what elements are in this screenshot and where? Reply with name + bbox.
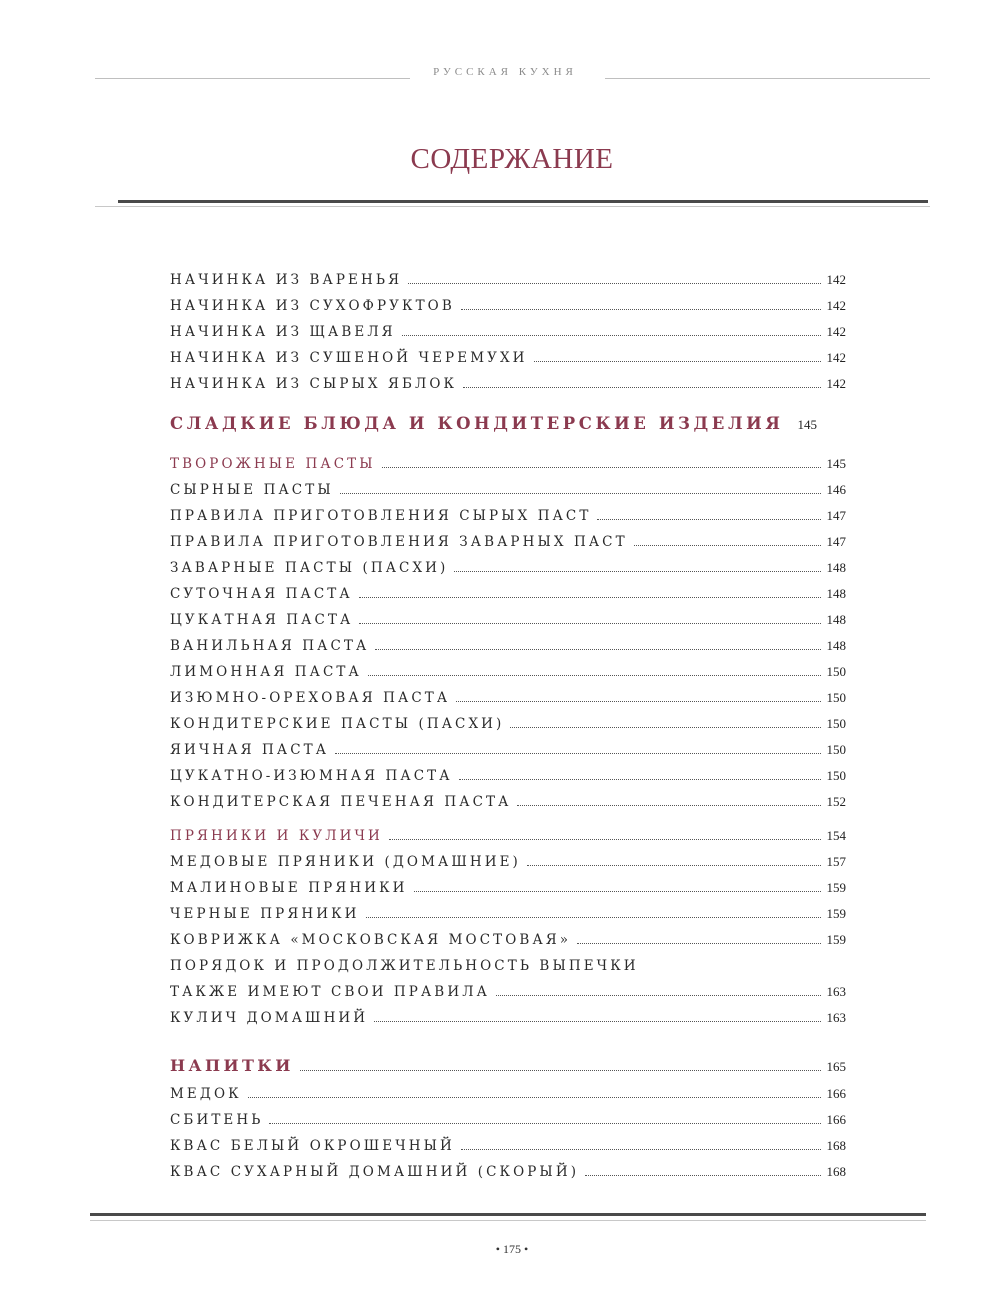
leader-dots [248, 1097, 821, 1098]
leader-dots [454, 571, 820, 572]
footer-rule [90, 1213, 926, 1216]
toc-entry-page: 150 [826, 716, 846, 731]
header-rule-left [95, 78, 410, 79]
leader-dots [461, 1149, 821, 1150]
table-of-contents [170, 272, 846, 1190]
toc-entry[interactable] [170, 1112, 846, 1138]
toc-entry-page: 146 [826, 482, 846, 497]
toc-entry-label: КВАС СУХАРНЫЙ ДОМАШНИЙ (СКОРЫЙ) [170, 1164, 580, 1180]
toc-entry[interactable] [170, 1010, 846, 1036]
toc-entry-page: 148 [826, 638, 846, 653]
toc-entry-label: ЗАВАРНЫЕ ПАСТЫ (ПАСХИ) [170, 560, 449, 576]
toc-entry[interactable] [170, 586, 846, 612]
leader-dots [577, 943, 820, 944]
toc-entry-page: 163 [826, 984, 846, 999]
toc-entry[interactable] [170, 298, 846, 324]
leader-dots [463, 387, 820, 388]
leader-dots [510, 727, 820, 728]
toc-entry-label: ВАНИЛЬНАЯ ПАСТА [170, 638, 370, 654]
toc-entry[interactable] [170, 612, 846, 638]
toc-entry-page: 157 [826, 854, 846, 869]
toc-entry-page: 168 [826, 1164, 846, 1179]
toc-entry-page: 150 [826, 742, 846, 757]
toc-entry[interactable] [170, 664, 846, 690]
toc-entry-page: 142 [826, 350, 846, 365]
page-title: СОДЕРЖАНИЕ [410, 143, 614, 175]
toc-entry[interactable] [170, 534, 846, 560]
toc-entry[interactable] [170, 638, 846, 664]
toc-section-label: НАПИТКИ [170, 1056, 294, 1075]
toc-entry[interactable] [170, 482, 846, 508]
toc-entry-page: 150 [826, 690, 846, 705]
title-rule [118, 200, 928, 203]
leader-dots [382, 467, 821, 468]
leader-dots [527, 865, 821, 866]
toc-entry[interactable] [170, 794, 846, 820]
toc-entry[interactable] [170, 1086, 846, 1112]
leader-dots [359, 597, 821, 598]
toc-entry[interactable] [170, 768, 846, 794]
toc-subsection-gingerbread[interactable] [170, 828, 846, 854]
toc-entry-label: ЦУКАТНО-ИЗЮМНАЯ ПАСТА [170, 768, 453, 784]
toc-entry-label: НАЧИНКА ИЗ ЩАВЕЛЯ [170, 324, 396, 340]
leader-dots [461, 309, 821, 310]
footer-rule-thin [90, 1220, 926, 1221]
toc-entry-label: ПРАВИЛА ПРИГОТОВЛЕНИЯ СЫРЫХ ПАСТ [170, 508, 592, 524]
leader-dots [456, 701, 820, 702]
toc-entry-page: 147 [826, 534, 846, 549]
toc-entry-label: МЕДОВЫЕ ПРЯНИКИ (ДОМАШНИЕ) [170, 854, 521, 870]
toc-entry-label: КУЛИЧ ДОМАШНИЙ [170, 1010, 369, 1026]
leader-dots [269, 1123, 820, 1124]
toc-entry-page: 148 [826, 612, 846, 627]
toc-entry-label: СБИТЕНЬ [170, 1112, 264, 1128]
leader-dots [340, 493, 821, 494]
toc-entry-label: КОВРИЖКА «МОСКОВСКАЯ МОСТОВАЯ» [170, 932, 572, 948]
toc-entry-page: 142 [826, 324, 846, 339]
leader-dots [414, 891, 821, 892]
toc-subsection-label: ТВОРОЖНЫЕ ПАСТЫ [170, 456, 376, 472]
toc-entry-label: МАЛИНОВЫЕ ПРЯНИКИ [170, 880, 408, 896]
toc-entry[interactable] [170, 716, 846, 742]
toc-entry[interactable] [170, 376, 846, 402]
toc-section-page: 165 [826, 1059, 846, 1074]
toc-entry-page: 147 [826, 508, 846, 523]
toc-entry-label: НАЧИНКА ИЗ СЫРЫХ ЯБЛОК [170, 376, 458, 392]
title-rule-thin [95, 206, 930, 207]
toc-entry-label: КВАС БЕЛЫЙ ОКРОШЕЧНЫЙ [170, 1138, 455, 1154]
toc-entry-label: ЛИМОННАЯ ПАСТА [170, 664, 362, 680]
toc-entry-line1[interactable] [170, 958, 846, 984]
leader-dots [517, 805, 820, 806]
toc-entry-page: 148 [826, 586, 846, 601]
toc-section-page: 145 [797, 417, 817, 432]
header-rule-right [605, 78, 930, 79]
toc-entry[interactable] [170, 324, 846, 350]
toc-entry-page: 152 [826, 794, 846, 809]
leader-dots [585, 1175, 820, 1176]
toc-entry[interactable] [170, 560, 846, 586]
toc-entry-page: 148 [826, 560, 846, 575]
toc-entry[interactable] [170, 984, 846, 1010]
toc-entry-label: КОНДИТЕРСКИЕ ПАСТЫ (ПАСХИ) [170, 716, 505, 732]
toc-entry[interactable] [170, 1164, 846, 1190]
toc-entry[interactable] [170, 272, 846, 298]
leader-dots [374, 1021, 820, 1022]
toc-entry-page: 142 [826, 298, 846, 313]
leader-dots [496, 995, 821, 996]
leader-dots [366, 917, 821, 918]
toc-subsection-pastes[interactable] [170, 456, 846, 482]
toc-entry-label: ЧЕРНЫЕ ПРЯНИКИ [170, 906, 360, 922]
toc-entry-label: ЦУКАТНАЯ ПАСТА [170, 612, 354, 628]
toc-entry-page: 154 [826, 828, 846, 843]
toc-entry-label: НАЧИНКА ИЗ ВАРЕНЬЯ [170, 272, 403, 288]
leader-dots [375, 649, 820, 650]
toc-entry[interactable] [170, 350, 846, 376]
toc-entry-page: 142 [826, 376, 846, 391]
toc-entry[interactable] [170, 742, 846, 768]
toc-entry[interactable] [170, 906, 846, 932]
toc-section-label: СЛАДКИЕ БЛЮДА И КОНДИТЕРСКИЕ ИЗДЕЛИЯ [170, 414, 784, 433]
leader-dots [402, 335, 821, 336]
leader-dots [335, 753, 820, 754]
leader-dots [534, 361, 821, 362]
toc-section-sweets[interactable] [170, 414, 846, 448]
toc-entry-page: 163 [826, 1010, 846, 1025]
toc-entry-label: ПОРЯДОК И ПРОДОЛЖИТЕЛЬНОСТЬ ВЫПЕЧКИ [170, 958, 639, 974]
toc-entry-label: МЕДОК [170, 1086, 242, 1102]
toc-entry-label: КОНДИТЕРСКАЯ ПЕЧЕНАЯ ПАСТА [170, 794, 512, 810]
toc-entry-label: ПРАВИЛА ПРИГОТОВЛЕНИЯ ЗАВАРНЫХ ПАСТ [170, 534, 628, 550]
toc-entry-page: 150 [826, 768, 846, 783]
toc-entry-page: 159 [826, 880, 846, 895]
leader-dots [634, 545, 821, 546]
toc-entry-label: СУТОЧНАЯ ПАСТА [170, 586, 353, 602]
toc-entry[interactable] [170, 880, 846, 906]
toc-entry-page: 159 [826, 906, 846, 921]
toc-entry-label: ТАКЖЕ ИМЕЮТ СВОИ ПРАВИЛА [170, 984, 490, 1000]
toc-entry-page: 145 [826, 456, 846, 471]
leader-dots [389, 839, 821, 840]
toc-entry-label: НАЧИНКА ИЗ СУХОФРУКТОВ [170, 298, 455, 314]
toc-entry[interactable] [170, 1138, 846, 1164]
running-title: РУССКАЯ КУХНЯ [433, 66, 577, 78]
toc-entry-label: СЫРНЫЕ ПАСТЫ [170, 482, 334, 498]
toc-entry[interactable] [170, 508, 846, 534]
toc-entry-page: 142 [826, 272, 846, 287]
toc-entry-page: 168 [826, 1138, 846, 1153]
leader-dots [300, 1070, 821, 1071]
toc-entry-label: ИЗЮМНО-ОРЕХОВАЯ ПАСТА [170, 690, 451, 706]
toc-subsection-label: ПРЯНИКИ И КУЛИЧИ [170, 828, 383, 844]
toc-entry-label: НАЧИНКА ИЗ СУШЕНОЙ ЧЕРЕМУХИ [170, 350, 528, 366]
leader-dots [459, 779, 821, 780]
toc-entry-page: 166 [826, 1112, 846, 1127]
leader-dots [359, 623, 820, 624]
leader-dots [368, 675, 821, 676]
toc-section-drinks[interactable] [170, 1056, 846, 1086]
toc-entry-page: 150 [826, 664, 846, 679]
toc-entry-page: 159 [826, 932, 846, 947]
leader-dots [597, 519, 820, 520]
toc-entry[interactable] [170, 690, 846, 716]
toc-entry-label: ЯИЧНАЯ ПАСТА [170, 742, 330, 758]
toc-entry[interactable] [170, 932, 846, 958]
page-number: • 175 • [495, 1242, 529, 1256]
toc-entry-page: 166 [826, 1086, 846, 1101]
toc-entry[interactable] [170, 854, 846, 880]
leader-dots [408, 283, 820, 284]
